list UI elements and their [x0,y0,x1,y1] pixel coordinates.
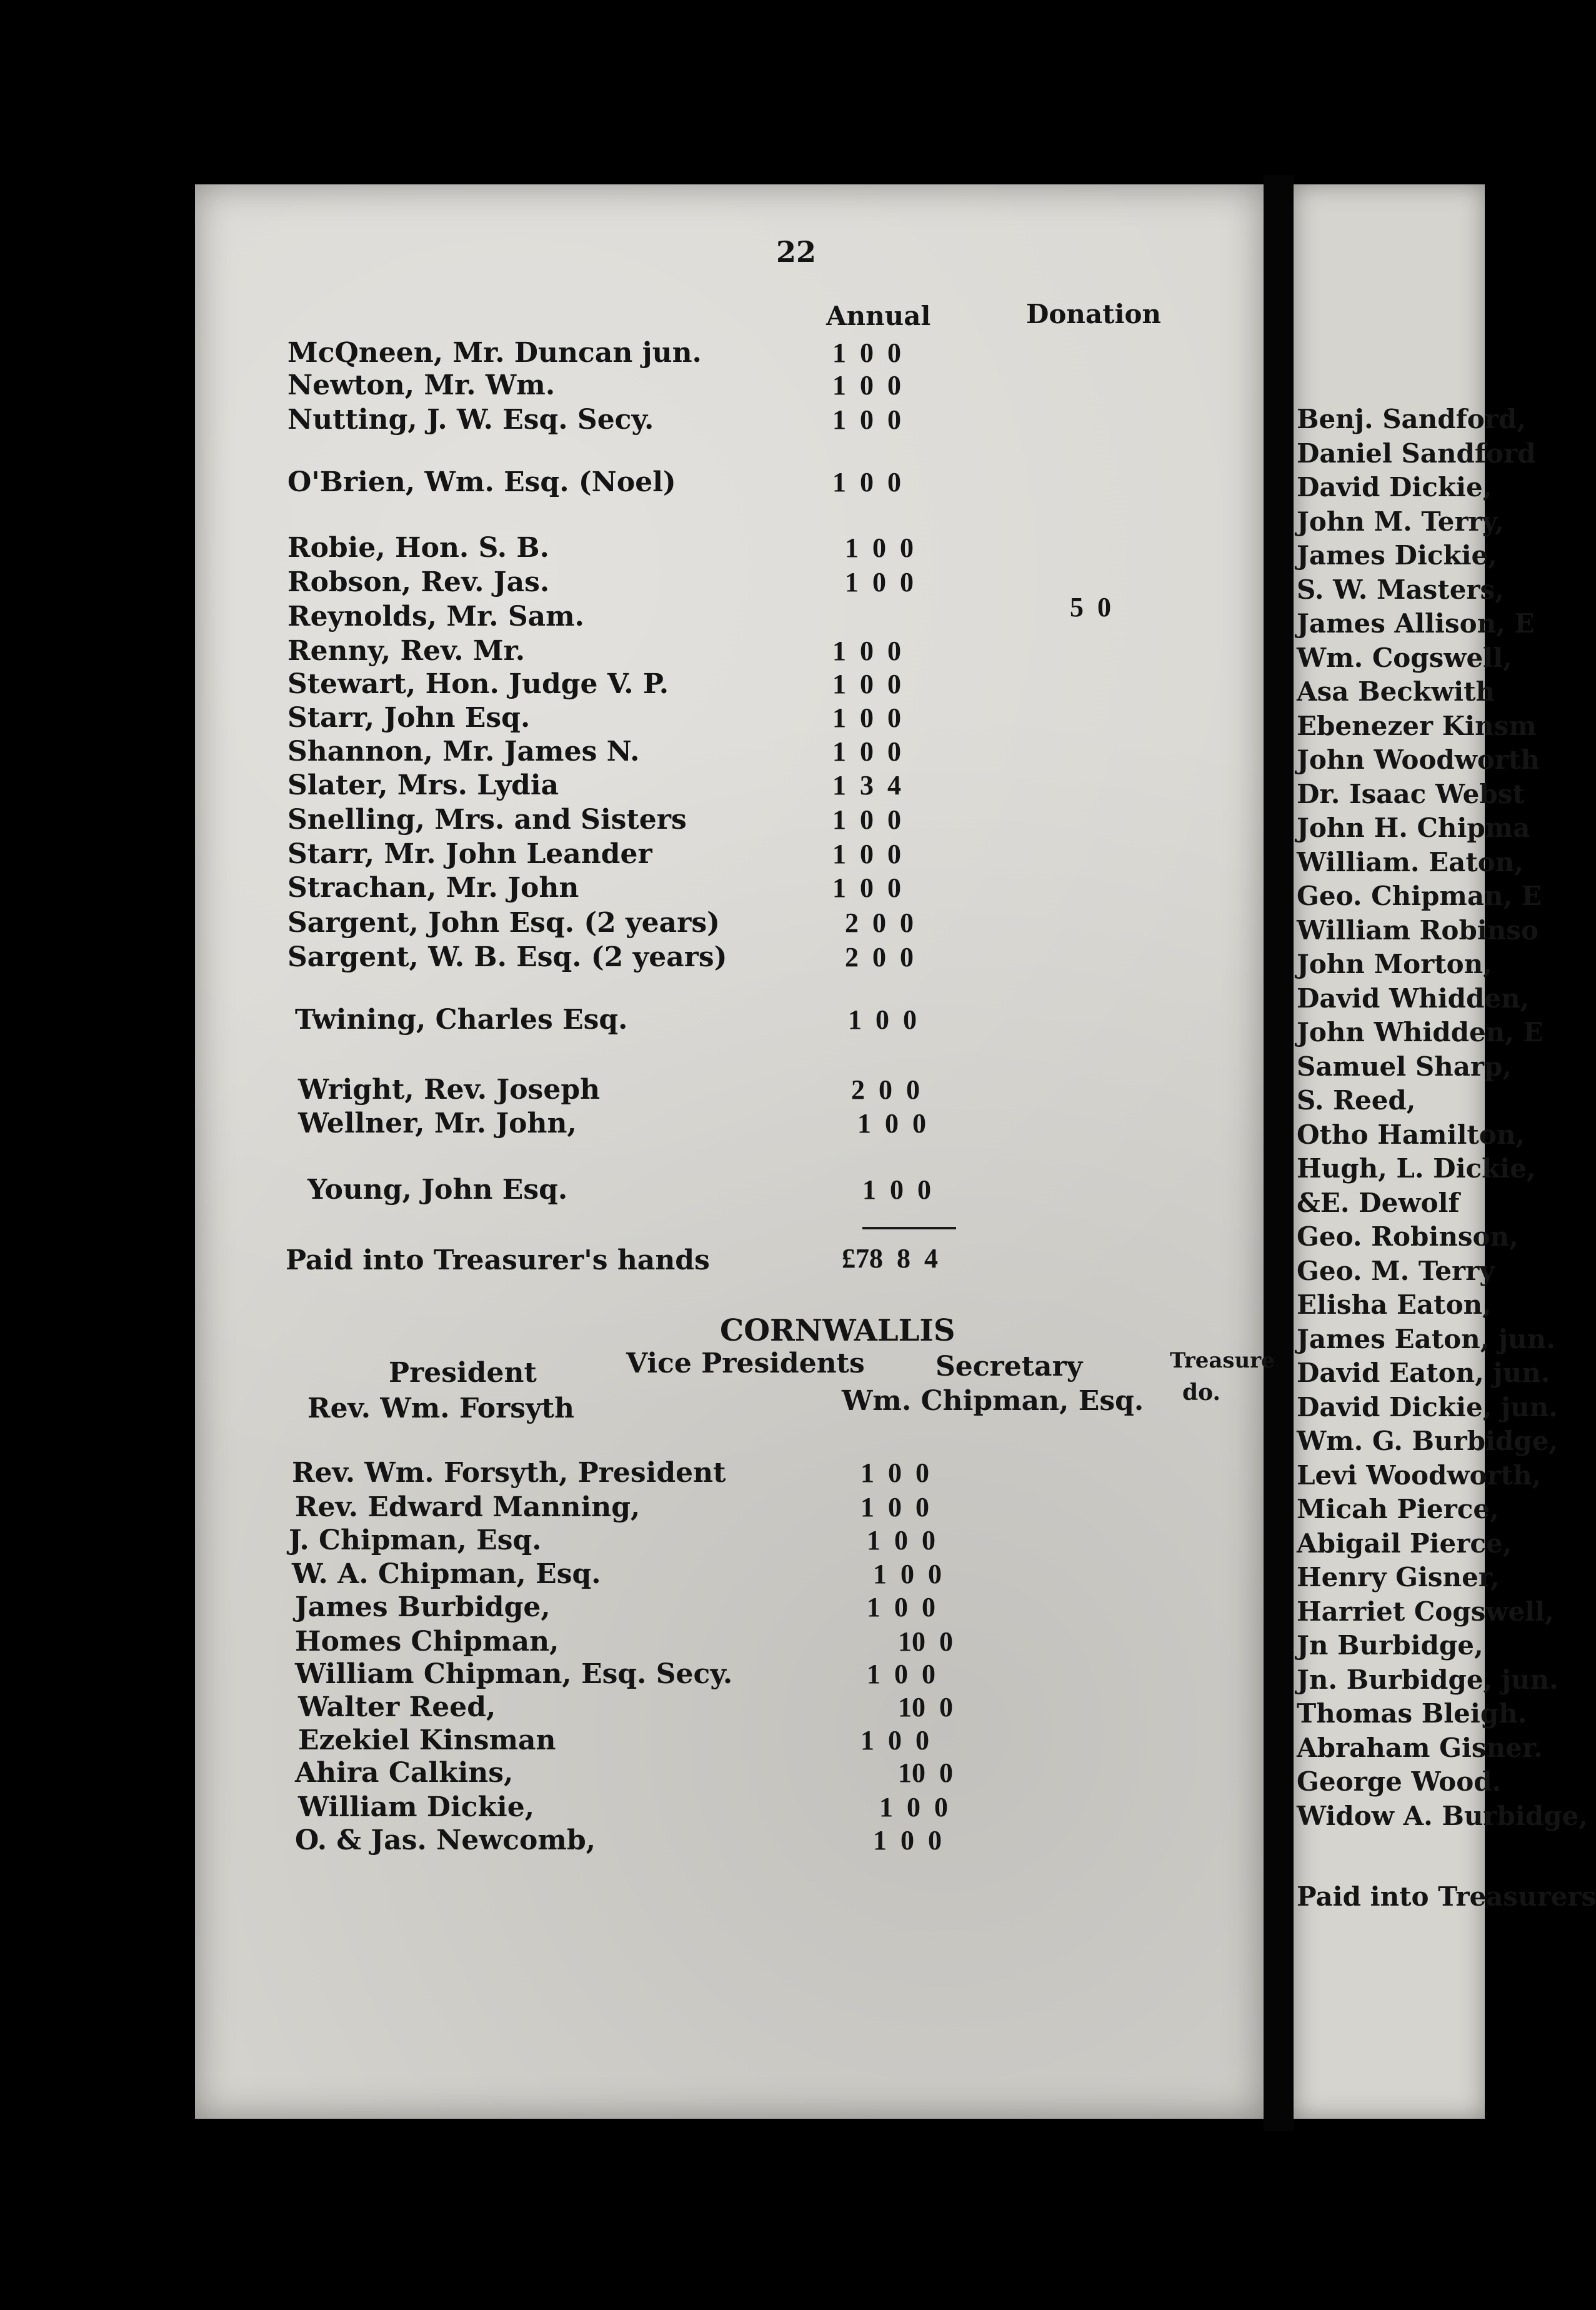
annual-header: Annual [826,301,931,331]
list-item-name: Reynolds, Mr. Sam. [287,601,584,632]
total-amount: £78 8 4 [842,1243,938,1274]
list-item-annual: 1 0 0 [862,1174,931,1205]
list-item-annual: 1 0 0 [857,1108,926,1139]
list-item-name: William Chipman, Esq. Secy. [295,1658,733,1690]
list-item-name: Slater, Mrs. Lydia [287,769,559,801]
right-page-line: S. W. Masters, [1297,574,1504,605]
list-item-name: Strachan, Mr. John [287,872,579,904]
list-item-annual: 1 0 0 [832,404,901,435]
list-item-name: Wellner, Mr. John, [298,1108,577,1139]
list-item-name: William Dickie, [298,1791,535,1823]
right-page-line: Dr. Isaac Webst [1297,778,1525,809]
list-item-name: Snelling, Mrs. and Sisters [287,804,687,836]
right-page-line: Henry Gisner, [1297,1562,1500,1592]
right-page-line: Widow A. Burbidge, [1297,1800,1588,1831]
treasurer-label: Treasure [1170,1348,1275,1373]
right-page-line: Benj. Sandford, [1297,404,1526,434]
list-item-annual: 1 0 0 [832,467,901,498]
list-item-annual: 2 0 0 [845,908,914,938]
treasurer-name: do. [1182,1379,1221,1406]
list-item-annual: 1 0 0 [873,1825,942,1856]
right-page-line: Otho Hamilton, [1297,1119,1525,1150]
secretary-label: Secretary [935,1351,1083,1382]
list-item-annual: 2 0 0 [851,1074,920,1105]
right-page-line: David Whidden, [1297,982,1530,1014]
list-item-name: W. A. Chipman, Esq. [292,1558,601,1590]
right-page-line: Paid into Treasurers [1297,1881,1596,1912]
list-item-name: Renny, Rev. Mr. [287,635,526,667]
right-page-line: James Dickie, [1297,540,1497,571]
list-item-name: Rev. Edward Manning, [295,1491,641,1523]
right-page-line: Asa Beckwith [1297,676,1495,707]
list-item-annual: 1 0 0 [848,1004,917,1035]
list-item-name: Nutting, J. W. Esq. Secy. [287,404,654,436]
list-item-name: Robie, Hon. S. B. [287,532,549,564]
list-item-name: O. & Jas. Newcomb, [295,1824,596,1856]
right-page-line: Samuel Sharp, [1297,1051,1512,1082]
right-page-line: Daniel Sandford [1297,438,1536,469]
right-page-line: John Morton, [1297,949,1492,979]
right-page-line: Thomas Bleigh. [1297,1698,1527,1729]
list-item-annual: 1 0 0 [832,370,901,401]
list-item-name: McQneen, Mr. Duncan jun. [287,337,702,369]
list-item-annual: 1 0 0 [832,736,901,767]
list-item-annual: 10 0 [898,1626,953,1657]
list-item-annual: 2 0 0 [845,942,914,972]
list-item-name: Robson, Rev. Jas. [287,566,550,598]
list-item-name: Homes Chipman, [295,1626,559,1658]
total-label: Paid into Treasurer's hands [286,1244,710,1276]
list-item-annual: 1 0 0 [867,1659,935,1689]
right-page-line: Geo. Chipman, E [1297,881,1542,911]
list-item-name: Shannon, Mr. James N. [287,736,640,768]
right-page-line: William Robinso [1297,914,1539,946]
list-item-annual: 1 3 4 [832,770,901,801]
list-item-annual: 1 0 0 [845,532,914,563]
list-item-name: Sargent, W. B. Esq. (2 years) [287,941,727,973]
list-item-annual: 10 0 [898,1692,953,1722]
list-item-annual: 10 0 [898,1758,953,1788]
right-page-fragment [1294,184,1596,2119]
right-page-line: &E. Dewolf [1297,1187,1460,1218]
list-item-name: Sargent, John Esq. (2 years) [287,907,720,939]
list-item-annual: 1 0 0 [860,1458,929,1488]
president-name: Rev. Wm. Forsyth [307,1392,574,1424]
right-page-line: Geo. M. Terry [1297,1255,1495,1286]
list-item-name: Walter Reed, [298,1691,496,1723]
page-number: 22 [776,235,817,269]
total-rule [862,1227,956,1229]
list-item-annual: 1 0 0 [832,338,901,368]
right-page-line: David Eaton, jun. [1297,1358,1550,1388]
list-item-name: Wright, Rev. Joseph [298,1074,601,1106]
president-label: President [389,1357,537,1389]
right-page-line: Abraham Gisner. [1297,1732,1543,1763]
left-page [195,184,1275,2119]
right-page-line: Micah Pierce, [1297,1494,1499,1524]
list-item-donation: 5 0 [1070,592,1111,622]
list-item-name: James Burbidge, [295,1591,551,1623]
right-page-line: John Woodworth [1297,744,1540,775]
right-page-line: George Wood. [1297,1766,1502,1797]
list-item-annual: 1 0 0 [860,1725,929,1756]
right-page-line: David Dickie, [1297,472,1492,502]
secretary-name: Wm. Chipman, Esq. [842,1385,1144,1417]
list-item-annual: 1 0 0 [860,1492,929,1522]
right-page-line: Levi Woodworth, [1297,1459,1542,1491]
list-item-name: O'Brien, Wm. Esq. (Noel) [287,466,676,498]
list-item-annual: 1 0 0 [867,1525,935,1556]
list-item-name: Newton, Mr. Wm. [287,369,556,401]
list-item-name: Stewart, Hon. Judge V. P. [287,668,669,700]
right-page-line: John Whidden, E [1297,1017,1544,1048]
list-item-name: Ahira Calkins, [295,1757,514,1789]
list-item-name: J. Chipman, Esq. [289,1524,542,1556]
right-page-line: Wm. Cogswell, [1297,642,1512,673]
list-item-annual: 1 0 0 [832,636,901,666]
right-page-line: Wm. G. Burbidge, [1297,1426,1559,1456]
right-page-line: Elisha Eaton, [1297,1289,1492,1320]
right-page-line: James Allison, E [1297,608,1535,639]
list-item-annual: 1 0 0 [845,567,914,598]
right-page-line: James Eaton, jun. [1297,1323,1555,1354]
list-item-annual: 1 0 0 [832,804,901,835]
right-page-line: Ebenezer Kinsm [1297,710,1537,741]
list-item-annual: 1 0 0 [873,1559,942,1589]
list-item-name: Rev. Wm. Forsyth, President [292,1457,726,1489]
right-page-line: Harriet Cogswell, [1297,1596,1554,1627]
donation-header: Donation [1026,299,1162,329]
right-page-line: Hugh, L. Dickie, [1297,1153,1536,1184]
right-page-line: William. Eaton, [1297,846,1524,878]
right-page-line: Jn. Burbidge, jun. [1297,1664,1559,1695]
right-page-line: John M. Terry, [1297,506,1504,537]
right-page-line: Jn Burbidge, [1297,1630,1484,1661]
list-item-name: Starr, Mr. John Leander [287,838,652,870]
right-page-line: S. Reed, [1297,1085,1416,1116]
list-item-name: Ezekiel Kinsman [298,1724,556,1756]
list-item-annual: 1 0 0 [879,1792,948,1822]
section-title: CORNWALLIS [720,1313,955,1348]
right-page-line: Abigail Pierce, [1297,1528,1512,1559]
list-item-name: Starr, John Esq. [287,702,531,734]
list-item-annual: 1 0 0 [867,1592,935,1622]
list-item-annual: 1 0 0 [832,872,901,903]
list-item-name: Young, John Esq. [307,1174,568,1206]
list-item-annual: 1 0 0 [832,669,901,699]
right-page-line: Geo. Robinson, [1297,1221,1519,1252]
list-item-annual: 1 0 0 [832,702,901,733]
list-item-name: Twining, Charles Esq. [295,1004,628,1036]
right-page-line: David Dickie, jun. [1297,1391,1558,1422]
list-item-annual: 1 0 0 [832,839,901,869]
right-page-line: John H. Chipma [1297,812,1530,843]
vice-presidents-label: Vice Presidents [626,1348,865,1379]
page-gutter [1264,175,1294,2131]
